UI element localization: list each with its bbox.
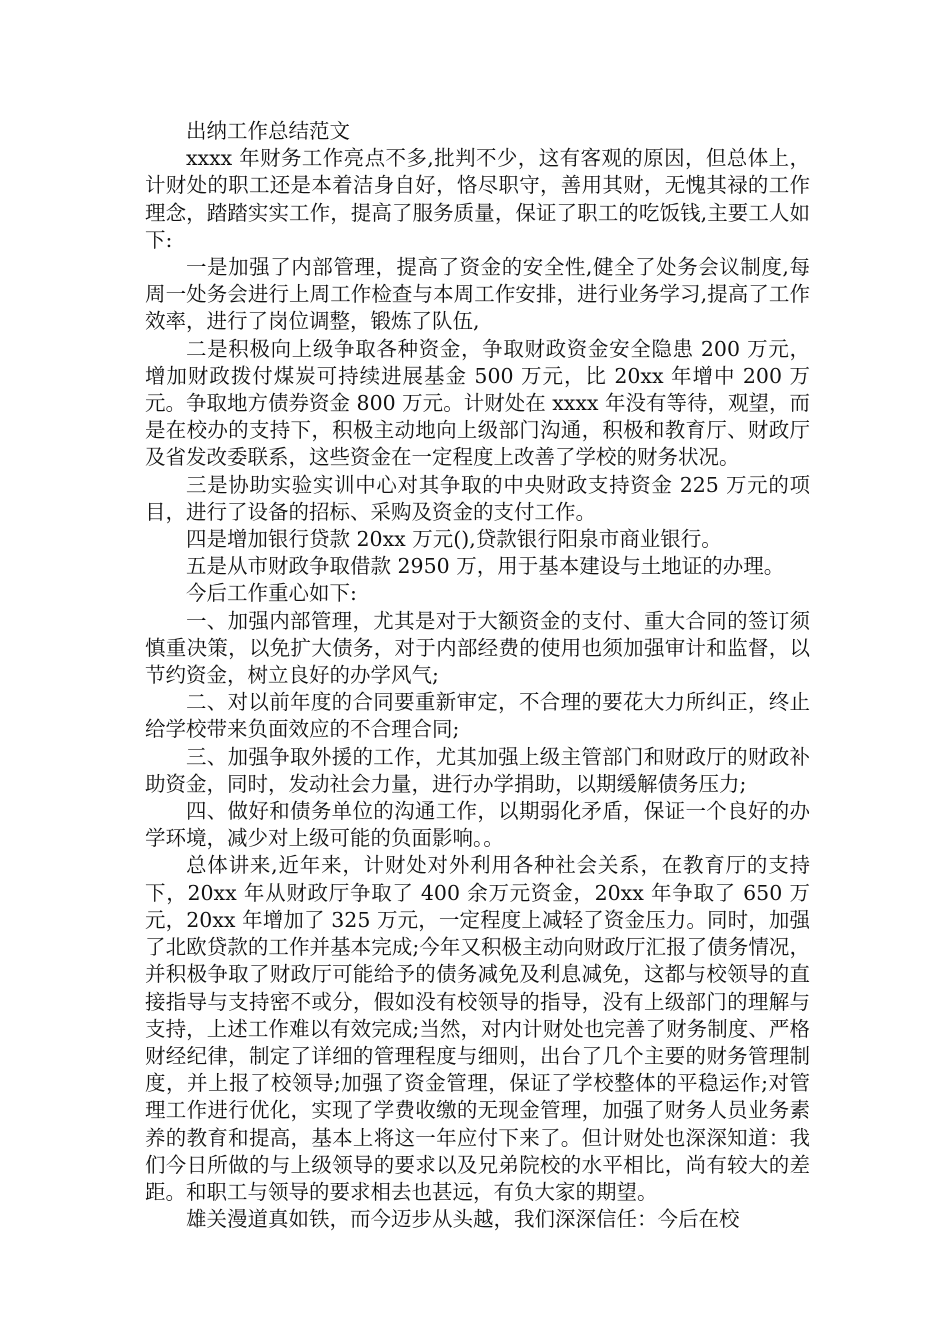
paragraph-item-3: 三是协助实验实训中心对其争取的中央财政支持资金 225 万元的项目，进行了设备的招标、采购及资金的支付工作。: [145, 472, 810, 524]
paragraph-summary: 总体讲来,近年来，计财处对外利用各种社会关系，在教育厅的支持下，20xx 年从财政厅争取了 400 余万元资金，20xx 年争取了 650 万元，20xx 年增加了 325 万元，一定程度上减轻了资金压力。同时，加强了北欧贷款的工作并基本完成;今年又积极主动向财政厅汇报了债务情况，并积极争取了财政厅可能给予的债务减免及利息减免，这都与校领导的直接指导与支持密不或分，假如没有校领导的指导，没有上级部门的理解与支持，上述工作难以有效完成;当然，对内计财处也完善了财务制度、严格财经纪律，制定了详细的管理程度与细则，出台了几个主要的财务管理制度，并上报了校领导;加强了资金管理，保证了学校整体的平稳运作;对管理工作进行优化，实现了学费收缴的无现金管理，加强了财务人员业务素养的教育和提高，基本上将这一年应付下来了。但计财处也深深知道：我们今日所做的与上级领导的要求以及兄弟院校的水平相比，尚有较大的差距。和职工与领导的要求相去也甚远，有负大家的期望。: [145, 853, 810, 1204]
paragraph-intro: xxxx 年财务工作亮点不多,批判不少，这有客观的原因，但总体上，计财处的职工还是本着洁身自好，恪尽职守，善用其财，无愧其禄的工作理念，踏踏实实工作，提高了服务质量，保证了职工的吃饭钱,主要工人如下:: [145, 146, 810, 252]
paragraph-future-4: 四、做好和债务单位的沟通工作，以期弱化矛盾，保证一个良好的办学环境，减少对上级可能的负面影响。。: [145, 799, 810, 851]
paragraph-item-4: 四是增加银行贷款 20xx 万元(),贷款银行阳泉市商业银行。: [186, 527, 722, 552]
paragraph-item-2: 二是积极向上级争取各种资金，争取财政资金安全隐患 200 万元，增加财政拨付煤炭可持续进展基金 500 万元，比 20xx 年增中 200 万元。争取地方债券资金 800 万元。计财处在 xxxx 年没有等待，观望，而是在校办的支持下，积极主动地向上级部门沟通，积极和教育厅、财政厅及省发改委联系，这些资金在一定程度上改善了学校的财务状况。: [145, 336, 810, 470]
paragraph-future-1: 一、加强内部管理，尤其是对于大额资金的支付、重大合同的签订须慎重决策，以免扩大债务，对于内部经费的使用也须加强审计和监督，以节约资金，树立良好的办学风气;: [145, 608, 810, 688]
paragraph-closing: 雄关漫道真如铁，而今迈步从头越，我们深深信任：今后在校: [186, 1207, 740, 1232]
document-title: 出纳工作总结范文: [186, 119, 350, 143]
paragraph-item-1: 一是加强了内部管理，提高了资金的安全性,健全了处务会议制度,每周一处务会进行上周工作检查与本周工作安排，进行业务学习,提高了工作效率，进行了岗位调整，锻炼了队伍,: [145, 255, 810, 334]
document-body: [145, 118, 810, 1233]
paragraph-future-3: 三、加强争取外援的工作，尤其加强上级主管部门和财政厅的财政补助资金，同时，发动社会力量，进行办学捐助，以期缓解债务压力;: [145, 744, 810, 796]
paragraph-item-5: 五是从市财政争取借款 2950 万，用于基本建设与土地证的办理。: [186, 554, 785, 579]
paragraph-future-2: 二、对以前年度的合同要重新审定，不合理的要花大力所纠正，终止给学校带来负面效应的不合理合同;: [145, 690, 810, 742]
paragraph-future-heading: 今后工作重心如下:: [186, 581, 357, 606]
